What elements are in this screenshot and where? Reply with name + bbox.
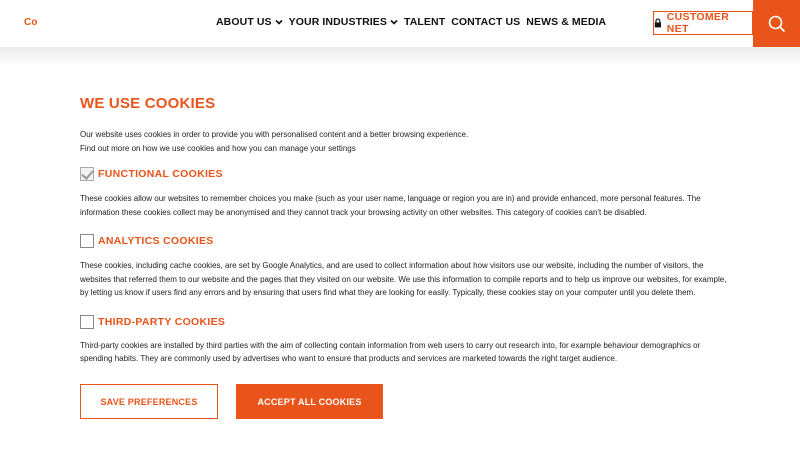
site-header [0, 0, 800, 47]
functional-cookies-text: These cookies allow our websites to remember choices you make (such as your user name, language or region you are in) and provide enhanced, more personal features. The information these cookies collect may be anonymised and they cannot track your browsing activity on other websites. This category of cookies can't be disabled. [80, 194, 701, 217]
third-party-cookies-header [80, 315, 730, 329]
lock-icon [654, 18, 662, 28]
nav-item-label: YOUR INDUSTRIES [288, 16, 387, 28]
analytics-cookies-checkbox[interactable] [80, 234, 94, 248]
nav-item-news-media[interactable] [526, 16, 606, 28]
third-party-cookies-text: Third-party cookies are installed by third parties with the aim of collecting contain information from web users to carry out research into, for example behaviour demographics or spending habits. They are commonly used by advertises who want to ensure that products and services are marketed towards the right target audience. [80, 340, 701, 363]
nav-item-label: TALENT [403, 16, 446, 28]
main-nav [216, 16, 606, 28]
analytics-cookies-text: These cookies, including cache cookies, are set by Google Analytics, and are used to collect information about how visitors use our website, including the number of visitors, the websites that referred them to our website and the pages that they visited on our website. We use this information to compile reports and to help us improve our websites, for example, by letting us know if users find any errors and by ensuring that users find what they are looking for easily. Typically, these cookies stay on your computer until you delete them. [80, 261, 727, 297]
cookie-panel [80, 95, 730, 366]
nav-item-about-us[interactable] [216, 16, 283, 28]
nav-item-talent[interactable] [404, 16, 445, 28]
nav-item-your-industries[interactable] [289, 16, 398, 28]
customer-net-label: CUSTOMER NET [666, 11, 730, 35]
chevron-down-icon [390, 18, 398, 26]
save-preferences-button[interactable]: SAVE PREFERENCES [80, 384, 218, 419]
cookie-actions [80, 384, 383, 419]
logo[interactable]: Co [24, 17, 38, 28]
chevron-down-icon [275, 18, 283, 26]
accept-all-cookies-button[interactable]: ACCEPT ALL COOKIES [236, 384, 383, 419]
header-shadow [0, 47, 800, 67]
nav-item-label: NEWS & MEDIA [526, 16, 607, 28]
nav-item-label: ABOUT US [216, 16, 272, 28]
cookie-intro [80, 128, 730, 156]
customer-net-button[interactable] [653, 11, 753, 35]
nav-item-label: CONTACT US [451, 16, 521, 28]
nav-item-contact-us[interactable] [451, 16, 520, 28]
search-icon [768, 15, 786, 33]
functional-cookies-checkbox[interactable] [80, 167, 94, 181]
cookie-intro-line: Our website uses cookies in order to provide you with personalised content and a better browsing experience. [80, 130, 469, 139]
analytics-cookies-title: ANALYTICS COOKIES [98, 235, 214, 247]
search-button[interactable] [753, 0, 800, 47]
functional-cookies-header [80, 167, 730, 181]
third-party-cookies-checkbox[interactable] [80, 315, 94, 329]
analytics-cookies-header [80, 234, 730, 248]
cookie-intro-link[interactable]: Find out more on how we use cookies and how you can manage your settings [80, 144, 356, 153]
functional-cookies-title: FUNCTIONAL COOKIES [98, 168, 223, 180]
third-party-cookies-title: THIRD-PARTY COOKIES [98, 315, 226, 328]
cookie-title: WE USE COOKIES [80, 95, 216, 112]
